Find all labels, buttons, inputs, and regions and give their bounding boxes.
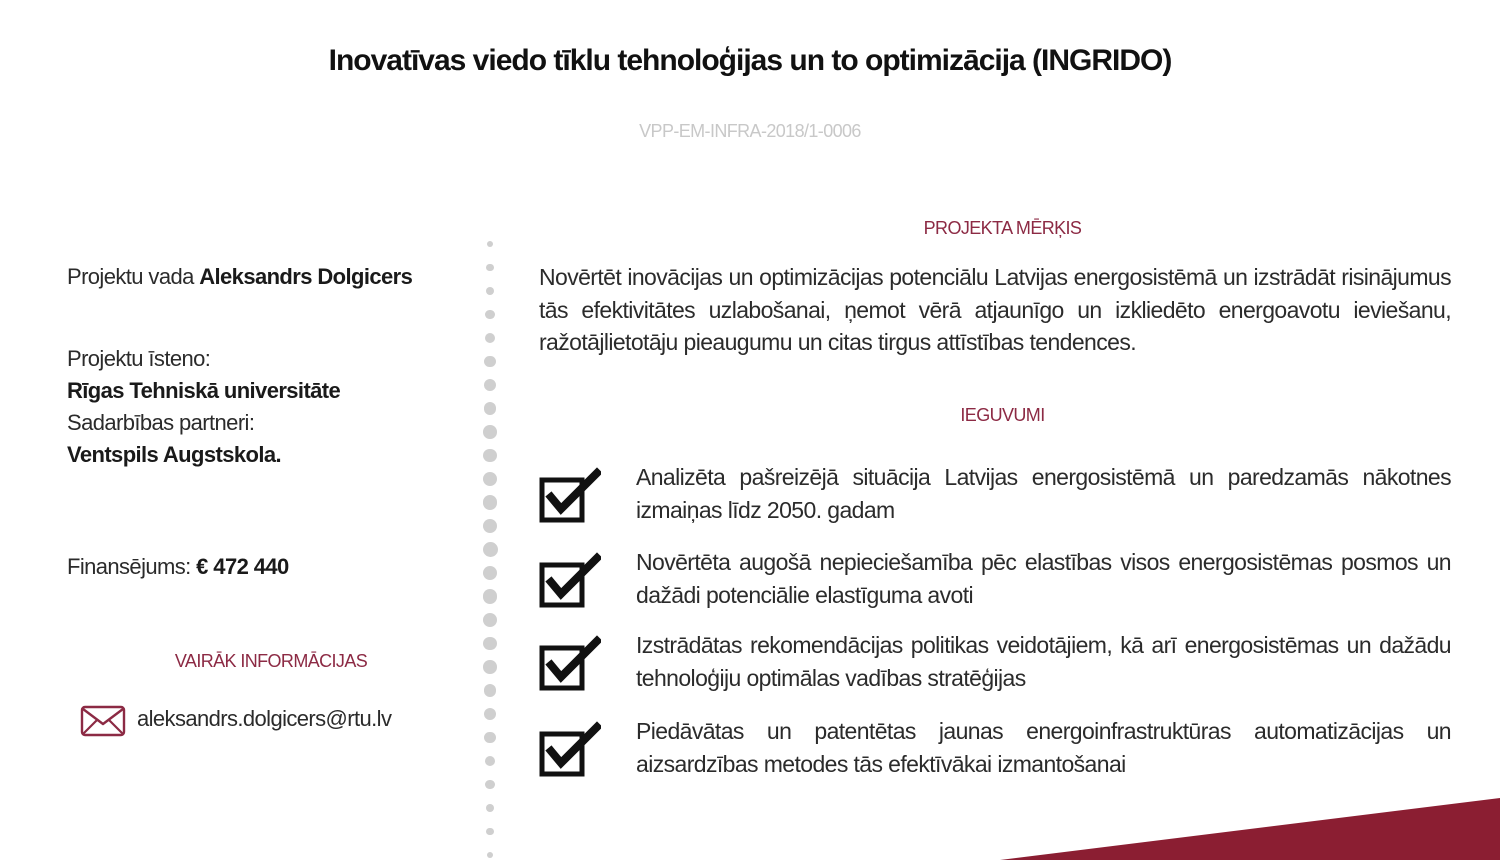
divider-dot: [483, 519, 498, 534]
divider-dot: [484, 708, 496, 720]
divider-dot: [486, 828, 493, 835]
divider-dot: [487, 241, 493, 247]
page-title: Inovatīvas viedo tīklu tehnoloģijas un to optimizācija (INGRIDO): [328, 44, 1172, 77]
divider-dot: [485, 780, 494, 789]
benefit-item: [539, 461, 1451, 531]
divider-dot: [483, 660, 496, 673]
divider-dot: [484, 402, 497, 415]
benefit-item: [539, 715, 1451, 785]
divider-dot: [483, 425, 496, 438]
divider-dot: [483, 495, 498, 510]
divider-dot: [486, 804, 494, 812]
divider-dot: [485, 333, 495, 343]
divider-dot: [486, 264, 493, 271]
divider-dot: [485, 756, 495, 766]
checkbox-checked-icon: [539, 467, 601, 523]
implementer-name: [67, 378, 340, 404]
divider-dot: [483, 613, 497, 627]
divider-dot: [483, 637, 497, 651]
divider-dot: [486, 287, 494, 295]
benefit-text: Izstrādātas rekomendācijas politikas veidotājiem, kā arī energosistēmas un dažādu tehnoloģiju optimālas vadības stratēģijas: [636, 632, 1451, 691]
funding: [67, 554, 289, 580]
dotted-divider: [482, 236, 498, 860]
email-link[interactable]: aleksandrs.dolgicers@rtu.lv: [137, 706, 392, 731]
benefits-heading: IEGUVUMI: [960, 405, 1045, 425]
funding-value: € 472 440: [196, 554, 289, 579]
divider-dot: [483, 589, 498, 604]
benefit-text: Piedāvātas un patentētas jaunas energoinfrastruktūras automatizācijas un aizsardzības metodes tās efektīvākai izmantošanai: [636, 718, 1451, 777]
divider-dot: [487, 852, 493, 858]
decorative-corner: [1000, 790, 1500, 860]
goal-text: Novērtēt inovācijas un optimizācijas potenciālu Latvijas energosistēmā un izstrādāt risinājumus tās efektivitātes uzlabošanai, ņemot vērā atjaunīgo un izkliedēto energoavotu ieviešanu, ražotājlietotāju pieaugumu un citas tirgus attīstības tendences.: [539, 264, 1451, 355]
checkbox-checked-icon: [539, 721, 601, 777]
benefit-text: Novērtēta augošā nepieciešamība pēc elastības visos energosistēmas posmos un dažādi potenciālie elastīguma avoti: [636, 549, 1451, 608]
more-info-heading: VAIRĀK INFORMĀCIJAS: [174, 651, 368, 671]
divider-dot: [483, 566, 498, 581]
divider-dot: [483, 449, 497, 463]
project-leader: [67, 264, 412, 290]
funding-label: Finansējums:: [67, 554, 197, 579]
benefit-item: [539, 546, 1451, 616]
partners-label: Sadarbības partneri:: [67, 410, 255, 435]
divider-dot: [484, 684, 497, 697]
divider-dot: [485, 310, 494, 319]
divider-dot: [483, 542, 498, 557]
benefit-item: [539, 629, 1451, 699]
benefit-text: Analizēta pašreizējā situācija Latvijas energosistēmā un paredzamās nākotnes izmaiņas līdz 2050. gadam: [636, 464, 1451, 523]
divider-dot: [484, 356, 495, 367]
leader-name: Aleksandrs Dolgicers: [199, 264, 413, 289]
partner-name: [67, 442, 281, 468]
partner-name-text: Ventspils Augstskola.: [67, 442, 281, 467]
goal-heading: PROJEKTA MĒRĶIS: [923, 218, 1082, 238]
checkbox-checked-icon: [539, 552, 601, 608]
divider-dot: [483, 472, 497, 486]
implementer-name-text: Rīgas Tehniskā universitāte: [67, 378, 341, 403]
checkbox-checked-icon: [539, 635, 601, 691]
implementer-label: Projektu īsteno:: [67, 346, 211, 371]
leader-label: Projektu vada: [67, 264, 200, 289]
project-code: VPP-EM-INFRA-2018/1-0006: [639, 121, 861, 141]
divider-dot: [484, 379, 496, 391]
envelope-icon: [80, 705, 126, 737]
divider-dot: [484, 732, 495, 743]
